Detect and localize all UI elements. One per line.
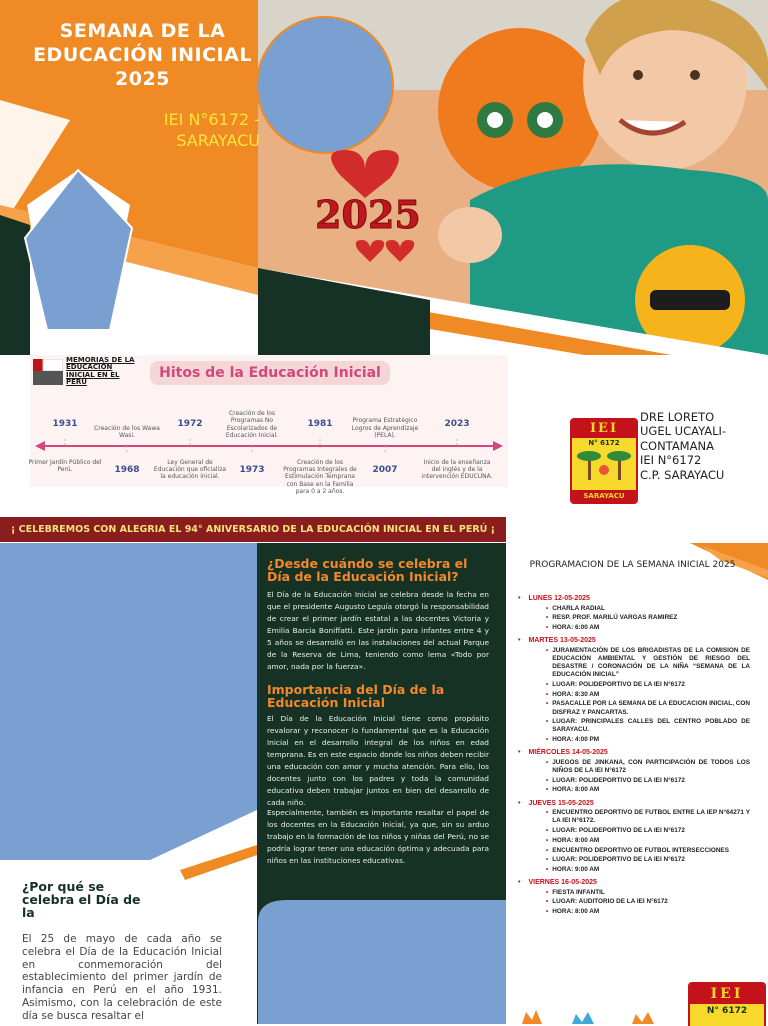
section-heading: ¿Desde cuándo se celebra el Día de la Educación Inicial?: [267, 556, 468, 585]
schedule-item-text: JURAMENTACIÓN DE LOS BRIGADISTAS DE LA COMISION DE EDUCACIÓN AMBIENTAL Y GESTIÓN DE RIESGO DEL DESASTRE / CORONACIÓN DE LA NIÑA “SEMANA DE LA EDUCACIÓN INICIAL”: [552, 646, 750, 679]
schedule-item: [546, 736, 750, 744]
bullet-icon: •: [546, 786, 549, 794]
school-line: C.P. SARAYACU: [640, 467, 725, 482]
why-text: El 25 de mayo de cada año se celebra el Día de la Educación Inicial en conmemoración del establecimiento del primer jardín de infancia en Perú en el año 1931. Asimismo, con la celebración de este día se busca resaltar el: [22, 933, 222, 1022]
timeline-year: 2023: [444, 419, 470, 429]
schedule-item: [546, 786, 750, 794]
school-line: CONTAMANA: [640, 438, 714, 453]
schedule-item: [546, 847, 750, 855]
page-title: SEMANA DE LA EDUCACIÓN INICIAL 2025: [33, 20, 252, 90]
palm-tree-icon: [572, 448, 636, 484]
schedule-item-text: JUEGOS DE JINKANA, CON PARTICIPACIÓN DE TODOS LOS NIÑOS DE LA IEI N°6172: [552, 758, 750, 775]
circle-image-placeholder: [257, 17, 393, 153]
bullet-icon: •: [518, 799, 521, 807]
bullet-icon: •: [546, 758, 549, 766]
school-line: UGEL UCAYALI-: [640, 424, 727, 439]
schedule-item: [546, 889, 750, 897]
schedule-day-label: VIERNES 16-05-2025: [528, 879, 597, 887]
schedule-day: [518, 799, 750, 808]
school-logo-text: IEI: [572, 420, 636, 438]
timeline-year: 1981: [307, 419, 333, 429]
schedule-day-label: LUNES 12-05-2025: [528, 595, 590, 602]
timeline-event: Creación de los Programas No Escolarizados de Educación Inicial.: [225, 410, 279, 439]
hand-decorations: [522, 1010, 654, 1024]
schedule-day-label: JUEVES 15-05-2025: [528, 799, 594, 807]
schedule-item-text: PASACALLE POR LA SEMANA DE LA EDUCACION INICIAL, CON DISFRAZ Y PANCARTAS.: [552, 700, 750, 716]
schedule-item-text: ENCUENTRO DEPORTIVO DE FUTBOL INTERSECCIONES: [552, 846, 729, 854]
school-logo-number: N° 6172: [588, 439, 620, 447]
section-text: El Día de la Educación Inicial se celebra desde la fecha en que el presidente Augusto Leguía otorgó la responsabilidad de crear el primer jardín estatal a las docentes Victoria y Emilia Barcia Boniffatti. Este jardín para infantes entre 4 y 5 años se desarrolló en las instalaciones del actual Parque de la Reserva de Lima, teniendo como lema «Todo por amor, nada por la fuerza».: [267, 590, 489, 671]
timeline-infographic: [28, 355, 508, 495]
schedule-day-label: MIÉRCOLES 14-05-2025: [528, 749, 608, 757]
schedule-list: [518, 590, 750, 916]
bullet-icon: •: [546, 827, 549, 835]
schedule-item: [546, 856, 750, 864]
bullet-icon: •: [546, 908, 549, 916]
schedule-item-text: FIESTA INFANTIL: [552, 888, 605, 896]
timeline-event: Creación de los Wawa Wasi.: [94, 424, 160, 439]
bullet-icon: •: [518, 749, 521, 757]
schedule-item: [546, 908, 750, 916]
section-text: Especialmente, también es importante resaltar el papel de los docentes en la Educación Inicial, ya que, sin su arduo trabajo en la formación de los niños y niñas del Perú, no se podría lograr tener una educación óptima y adecuada para niños en las instituciones educativas.: [267, 808, 489, 865]
schedule-item-text: HORA: 9:00 AM: [552, 865, 600, 873]
memorias-label: MEMORIAS DE LA EDUCACIÓN INICIAL EN EL PERÚ: [66, 356, 135, 387]
school-logo-number: N° 6172: [706, 1006, 748, 1016]
section-text: El Día de la Educación Inicial tiene como propósito revalorar y reconocer lo fundamental que es la Educación Inicial en el desarrollo integral de los niños en edad temprana. Es en este espacio donde los niños deben recibir una educación con amor y mucha atención. Para ello, los docentes junto con los padres y toda la comunidad educativa deben trabajar juntos en bien del desarrollo de cada niño.: [267, 714, 489, 807]
bullet-icon: •: [546, 718, 549, 726]
timeline-event: Creación de los Programas Integrales de Estimulación Temprana con Base en la Familia para 0 a 2 años.: [283, 459, 357, 495]
schedule-item: [546, 866, 750, 874]
schedule-item-text: HORA: 8:00 AM: [552, 836, 600, 844]
bullet-icon: •: [546, 888, 549, 896]
timeline-event: Primer Jardín Público del Perú.: [28, 459, 102, 474]
timeline-year: 1973: [239, 465, 265, 475]
schedule-item-text: LUGAR: POLIDEPORTIVO DE LA IEI N°6172: [552, 827, 685, 835]
panel-image-placeholder: [257, 900, 506, 1024]
bullet-icon: •: [518, 637, 521, 645]
bullet-icon: •: [546, 681, 549, 688]
left-image-placeholder: [0, 543, 257, 860]
school-info: [640, 410, 726, 482]
bullet-icon: •: [546, 865, 549, 873]
year-badge: 2025: [315, 192, 421, 237]
schedule-item-text: HORA: 6:00 AM: [552, 623, 600, 631]
bullet-icon: •: [546, 604, 549, 612]
school-logo-small: [688, 982, 766, 1026]
schedule-item-text: ENCUENTRO DEPORTIVO DE FUTBOL ENTRE LA IEP N°64271 Y LA IEI N°6172.: [552, 809, 750, 825]
bullet-icon: •: [546, 690, 549, 698]
schedule-item-text: LUGAR: AUDITORIO DE LA IEI N°6172: [552, 898, 668, 906]
schedule-item-text: HORA: 8:00 AM: [552, 786, 600, 794]
schedule-item: [546, 718, 750, 734]
school-logo: [570, 418, 638, 504]
timeline-event: Programa Estratégico Logros de Aprendizaje (PELA).: [351, 417, 419, 439]
why-heading: ¿Por qué se celebra el Día de la: [22, 879, 141, 921]
schedule-day: [518, 594, 750, 603]
schedule-item-text: HORA: 4:00 PM: [552, 736, 600, 744]
schedule-item: [546, 777, 750, 785]
bullet-icon: •: [546, 623, 549, 631]
bullet-icon: •: [546, 898, 549, 906]
schedule-item: [546, 691, 750, 699]
schedule-item: [546, 759, 750, 775]
bullet-icon: •: [518, 595, 521, 602]
section-heading: Importancia del Día de la Educación Inicial: [267, 682, 445, 711]
bullet-icon: •: [546, 614, 549, 622]
schedule-item: [546, 700, 750, 716]
schedule-item: [546, 681, 750, 689]
bullet-icon: •: [546, 836, 549, 844]
schedule-day: [518, 748, 750, 757]
school-line: IEI N°6172: [640, 453, 702, 468]
bullet-icon: •: [546, 846, 549, 854]
schedule-item: [546, 647, 750, 680]
schedule-item-text: HORA: 8:30 AM: [552, 690, 600, 698]
schedule-item-text: CHARLA RADIAL: [552, 604, 605, 612]
child-hand: [438, 207, 502, 263]
schedule-item-text: LUGAR: POLIDEPORTIVO DE LA IEI N°6172: [552, 856, 685, 864]
schedule-item: [546, 624, 750, 632]
school-logo-text: IEI: [690, 984, 764, 1004]
school-line: DRE LORETO: [640, 410, 715, 424]
schedule-item: [546, 837, 750, 845]
schedule-item: [546, 605, 750, 613]
schedule-day-label: MARTES 13-05-2025: [528, 637, 596, 645]
page-subtitle: IEI N°6172 - SARAYACU: [163, 110, 260, 150]
ministry-logo-icon: [33, 359, 63, 389]
bullet-icon: •: [546, 646, 549, 654]
anniversary-banner: ¡ CELEBREMOS CON ALEGRIA EL 94° ANIVERSARIO DE LA EDUCACIÓN INICIAL EN EL PERÚ ¡: [0, 517, 506, 542]
schedule-item-text: LUGAR: POLIDEPORTIVO DE LA IEI N°6172: [552, 681, 685, 688]
timeline-title: Hitos de la Educación Inicial: [150, 361, 390, 385]
schedule-day: [518, 636, 750, 645]
timeline-event: Ley General de Educación que oficializa la educación inicial.: [153, 459, 227, 481]
bullet-icon: •: [546, 776, 549, 784]
schedule-title: PROGRAMACION DE LA SEMANA INICIAL 2025: [529, 560, 736, 570]
schedule-item-text: LUGAR: PRINCIPALES CALLES DEL CENTRO POBLADO DE SARAYACU.: [552, 718, 750, 734]
timeline-year: 1972: [177, 419, 203, 429]
bullet-icon: •: [546, 856, 549, 864]
schedule-item: [546, 898, 750, 906]
schedule-item-text: RESP. PROF. MARILÚ VARGAS RAMIREZ: [552, 614, 678, 622]
schedule-item: [546, 809, 750, 825]
schedule-day: [518, 878, 750, 887]
timeline-event: Inicio de la enseñanza del inglés y de la intervención EDUCUNA.: [421, 459, 493, 481]
bullet-icon: •: [518, 879, 521, 887]
schedule-item-text: HORA: 8:00 AM: [552, 908, 600, 916]
bullet-icon: •: [546, 809, 549, 817]
timeline-axis: [35, 439, 503, 453]
timeline-year: 1968: [114, 465, 140, 475]
school-logo-place: SARAYACU: [572, 490, 636, 502]
bullet-icon: •: [546, 700, 549, 708]
schedule-item: [546, 614, 750, 622]
schedule-item-text: LUGAR: POLIDEPORTIVO DE LA IEI N°6172: [552, 776, 685, 784]
timeline-year: 1931: [52, 419, 78, 429]
timeline-year: 2007: [372, 465, 398, 475]
bullet-icon: •: [546, 736, 549, 744]
schedule-item: [546, 827, 750, 835]
